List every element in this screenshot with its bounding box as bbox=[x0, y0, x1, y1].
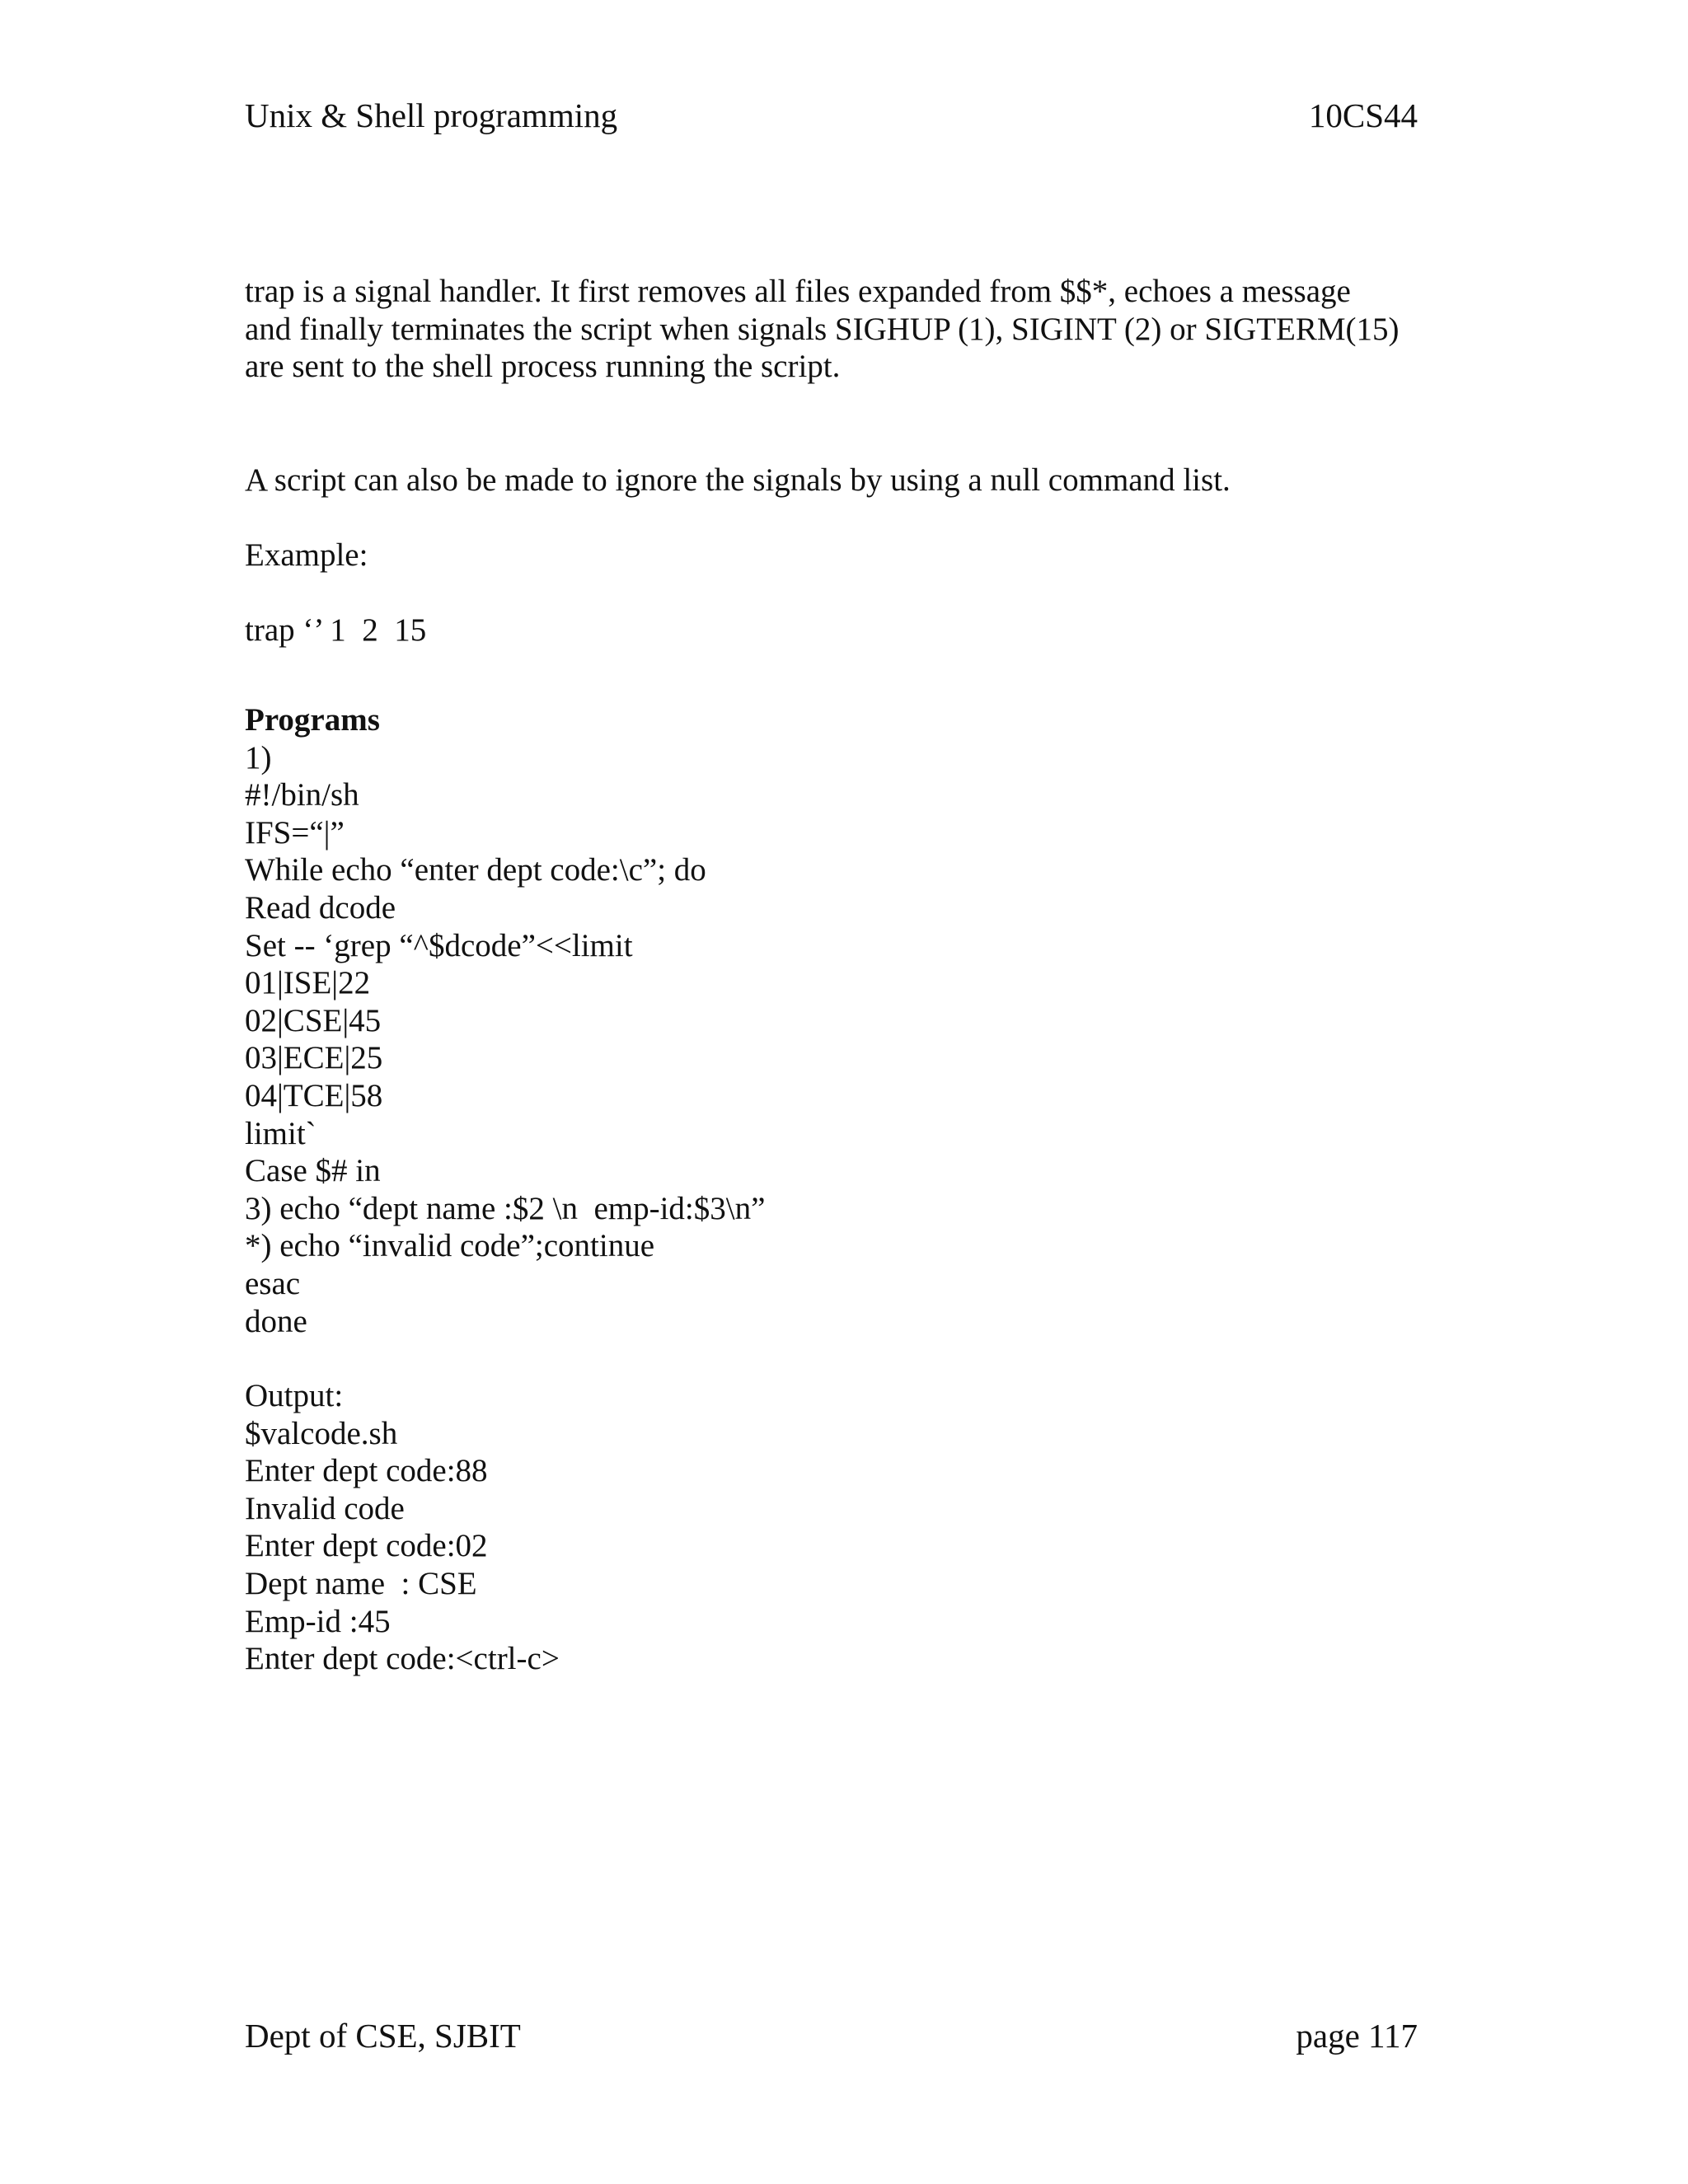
intro-line: are sent to the shell process running the script. bbox=[245, 349, 841, 385]
program-line: IFS=“|” bbox=[245, 814, 345, 851]
program-line: 04|TCE|58 bbox=[245, 1077, 383, 1113]
intro-line: trap is a signal handler. It first removes all files expanded from $$*, echoes a message bbox=[245, 274, 1351, 309]
program-line: 02|CSE|45 bbox=[245, 1002, 382, 1038]
program-line: 3) echo “dept name :$2 \n emp-id:$3\n” bbox=[245, 1190, 766, 1226]
program-line: done bbox=[245, 1303, 307, 1339]
output-section bbox=[245, 1377, 1440, 1678]
intro-line: and finally terminates the script when signals SIGHUP (1), SIGINT (2) or SIGTERM(15) bbox=[245, 311, 1400, 347]
program-line: Case $# in bbox=[245, 1153, 381, 1189]
course-code: 10CS44 bbox=[1308, 96, 1418, 134]
program-line: While echo “enter dept code:\c”; do bbox=[245, 852, 706, 888]
program-line: Read dcode bbox=[245, 889, 396, 926]
output-line: Enter dept code:88 bbox=[245, 1453, 488, 1489]
page-number: page 117 bbox=[1296, 2017, 1418, 2055]
programs-title: Programs bbox=[245, 702, 380, 738]
program-line: 01|ISE|22 bbox=[245, 965, 371, 1001]
intro-paragraph bbox=[245, 273, 1440, 386]
output-line: Emp-id :45 bbox=[245, 1603, 391, 1639]
output-label: Output: bbox=[245, 1378, 344, 1413]
department-name: Dept of CSE, SJBIT bbox=[245, 2017, 521, 2055]
output-line: Invalid code bbox=[245, 1490, 405, 1526]
program-line: 1) bbox=[245, 739, 272, 776]
program-line: #!/bin/sh bbox=[245, 777, 359, 813]
page-footer bbox=[245, 2016, 1418, 2055]
programs-section bbox=[245, 701, 1440, 1340]
output-line: Enter dept code:02 bbox=[245, 1528, 488, 1564]
example-label: Example: bbox=[245, 537, 368, 573]
null-command-note: A script can also be made to ignore the signals by using a null command list. bbox=[245, 462, 1231, 498]
program-line: Set -- ‘grep “^$dcode”<<limit bbox=[245, 927, 633, 963]
program-line: 03|ECE|25 bbox=[245, 1040, 383, 1076]
example-code: trap ‘’ 1 2 15 bbox=[245, 612, 427, 648]
program-line: esac bbox=[245, 1265, 301, 1301]
page-header bbox=[245, 96, 1418, 135]
output-line: $valcode.sh bbox=[245, 1415, 398, 1451]
output-line: Enter dept code:<ctrl-c> bbox=[245, 1641, 560, 1677]
course-title: Unix & Shell programming bbox=[245, 96, 618, 134]
program-line: limit` bbox=[245, 1115, 316, 1151]
program-line: *) echo “invalid code”;continue bbox=[245, 1228, 655, 1264]
output-line: Dept name : CSE bbox=[245, 1565, 477, 1601]
